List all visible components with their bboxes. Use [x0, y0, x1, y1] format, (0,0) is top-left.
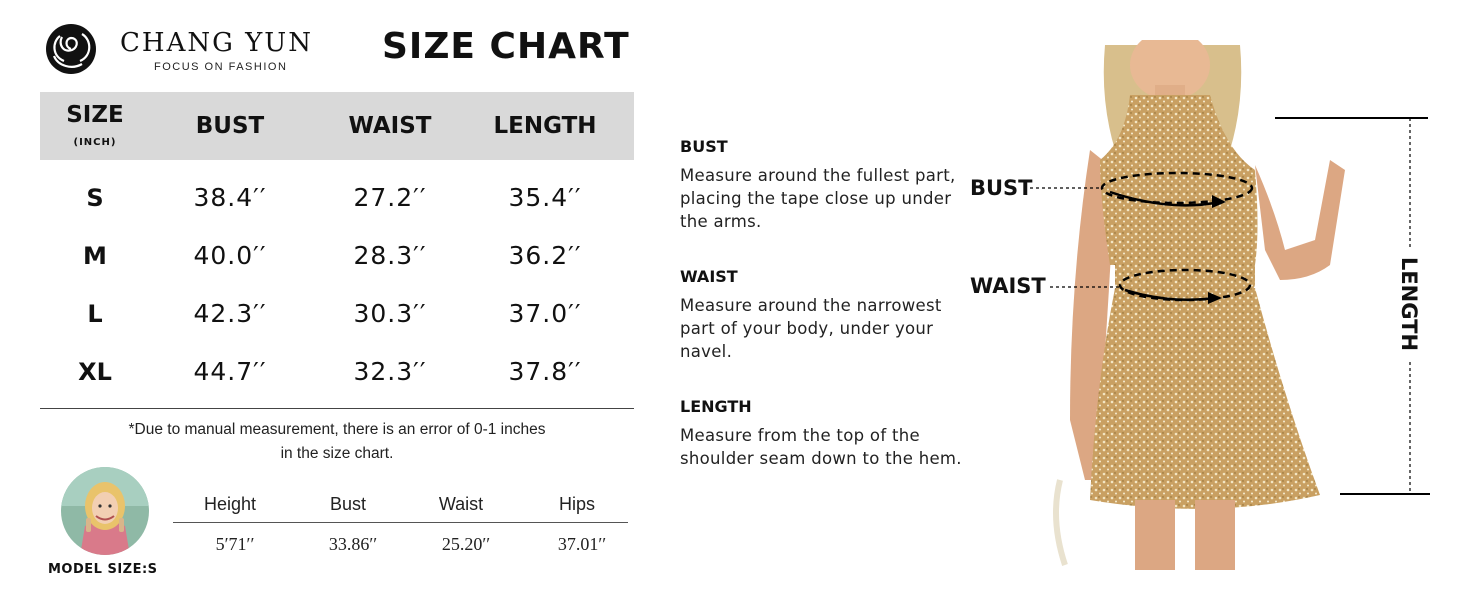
row-size: XL — [78, 358, 112, 386]
model-size-label: MODEL SIZE:S — [48, 562, 158, 577]
dress-model-illustration — [1030, 40, 1450, 570]
header-size: SIZE — [66, 102, 124, 128]
model-value-waist: 25.20′′ — [441, 534, 491, 554]
guide-bust-heading: BUST — [680, 137, 728, 156]
page-title: SIZE CHART — [382, 26, 630, 67]
row-bust: 38.4′′ — [193, 183, 267, 212]
model-value-height: 5′71′′ — [215, 534, 255, 554]
measurement-note-line2: in the size chart. — [280, 445, 394, 462]
size-table-header — [40, 92, 634, 160]
row-bust: 42.3′′ — [193, 299, 267, 328]
row-size: M — [83, 242, 107, 270]
model-avatar — [60, 466, 150, 556]
model-value-hips: 37.01′′ — [557, 534, 607, 554]
diagram-bust-label: BUST — [970, 176, 1033, 200]
header-waist: WAIST — [348, 113, 432, 139]
diagram-length-label: LENGTH — [1397, 256, 1421, 352]
model-header-waist: Waist — [438, 494, 484, 514]
row-waist: 32.3′′ — [353, 357, 427, 386]
row-length: 37.0′′ — [508, 299, 582, 328]
camellia-flower-icon — [40, 22, 102, 76]
guide-waist-text: Measure around the narrowest part of your body, under your navel. — [680, 296, 942, 361]
header-bust: BUST — [195, 113, 265, 139]
model-header-hips: Hips — [558, 494, 595, 514]
row-length: 35.4′′ — [508, 183, 582, 212]
row-bust: 40.0′′ — [193, 241, 267, 270]
guide-waist-heading: WAIST — [680, 267, 738, 286]
measurement-note-line1: *Due to manual measurement, there is an error of 0-1 inches — [128, 421, 546, 438]
row-waist: 27.2′′ — [353, 183, 427, 212]
row-length: 37.8′′ — [508, 357, 582, 386]
row-length: 36.2′′ — [508, 241, 582, 270]
model-header-bust: Bust — [329, 494, 367, 514]
guide-bust-text: Measure around the fullest part, placing the tape close up under the arms. — [680, 166, 956, 231]
header-length: LENGTH — [493, 113, 597, 139]
guide-length-text: Measure from the top of the shoulder seam down to the hem. — [680, 426, 962, 468]
table-divider — [40, 408, 634, 409]
row-size: S — [86, 184, 104, 212]
row-bust: 44.7′′ — [193, 357, 267, 386]
header-size-unit: (INCH) — [73, 137, 117, 148]
model-value-bust: 33.86′′ — [328, 534, 378, 554]
model-header-height: Height — [203, 494, 257, 514]
guide-length-heading: LENGTH — [680, 397, 752, 416]
model-table-divider — [173, 522, 628, 523]
row-waist: 30.3′′ — [353, 299, 427, 328]
row-size: L — [87, 300, 103, 328]
diagram-waist-label: WAIST — [970, 274, 1046, 298]
row-waist: 28.3′′ — [353, 241, 427, 270]
brand-name: CHANG YUN — [120, 28, 313, 58]
brand-tagline: FOCUS ON FASHION — [154, 61, 288, 73]
